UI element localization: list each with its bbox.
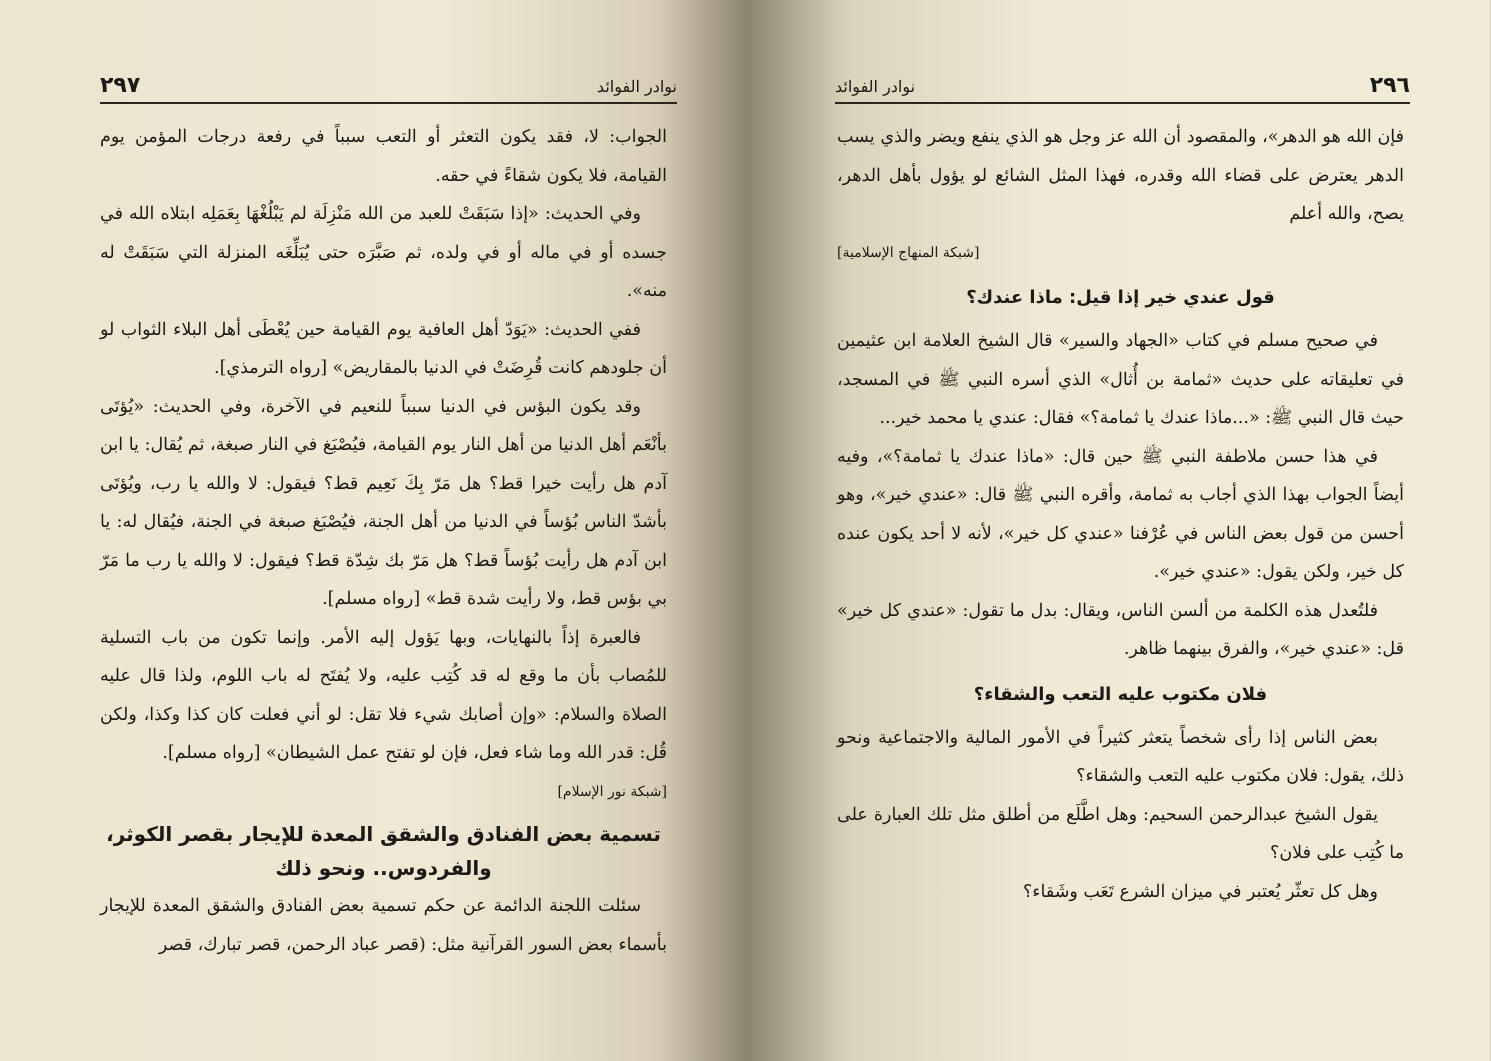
left-page-content — [100, 118, 667, 964]
paragraph: فلتُعدل هذه الكلمة من ألسن الناس، ويقال: بدل ما تقول: «عندي كل خير» قل: «عندي خير»، والفرق بينهما ظاهر. — [837, 600, 1404, 659]
section-heading: قول عندي خير إذا قيل: ماذا عندك؟ — [966, 287, 1275, 308]
paragraph: في هذا حسن ملاطفة النبي ﷺ حين قال: «ماذا عندك يا ثمامة؟»، وفيه أيضاً الجواب بهذا الذي أجاب به ثمامة، وأقره النبي ﷺ قال: «عندي خير»، وهو أحسن من قول بعض الناس في عُرْفنا «عندي كل خير»، لأنه لا أحد يكون عنده كل خير، ولكن يقول: «عندي خير». — [837, 446, 1404, 582]
paragraph: وفي الحديث: «إذا سَبَقَتْ للعبد من الله مَنْزِلَة لم يَبْلُغْهَا بِعَمَلِه ابتلاه الله في جسده أو في ماله أو في ولده، ثم صَبَّرَه حتى يُبَلِّغَه المنزلة التي سَبَقَتْ له منه». — [100, 204, 667, 301]
right-page-content — [837, 118, 1404, 911]
right-page — [745, 0, 1490, 1061]
paragraph: الجواب: لا، فقد يكون التعثر أو التعب سبباً في رفعة درجات المؤمن يوم القيامة، فلا يكون شقاءً في حقه. — [100, 127, 667, 186]
page-number: ٢٩٦ — [1369, 73, 1410, 98]
running-title: نوادر الفوائد — [835, 77, 916, 96]
paragraph: سئلت اللجنة الدائمة عن حكم تسمية بعض الفنادق والشقق المعدة للإيجار بأسماء بعض السور القرآنية مثل: (قصر عباد الرحمن، قصر تبارك، قصر — [100, 896, 667, 955]
right-page-header — [835, 68, 1410, 104]
source-citation: [شبكة نور الإسلام] — [557, 783, 667, 800]
paragraph: وقد يكون البؤس في الدنيا سبباً للنعيم في الآخرة، وفي الحديث: «يُؤتَى بأنْعَم أهل الدنيا من أهل النار يوم القيامة، فيُصْبَغ في النار صبغة، ثم يُقال: يا ابن آدم هل رأيت خيرا قط؟ هل مَرّ بِكَ نَعِيم قط؟ فيقول: لا والله يا رب، ويُؤتَى بأشدّ الناس بُؤساً في الدنيا من أهل الجنة، فيُصْبَغ صبغة في الجنة، فيُقال له: يا ابن آدم هل رأيت بُؤساً قط؟ هل مَرّ بك شِدّة قط؟ فيقول: لا والله يا رب ما مَرّ بي بؤس قط، ولا رأيت شدة قط» [رواه مسلم]. — [100, 396, 667, 609]
page-number: ٢٩٧ — [100, 73, 141, 98]
paragraph: فإن الله هو الدهر»، والمقصود أن الله عز وجل هو الذي ينفع ويضر والذي يسب الدهر يعترض على قضاء الله وقدره، فهذا المثل الشائع لو يؤول بأهل الدهر، يصح، والله أعلم — [837, 127, 1404, 224]
paragraph: ففي الحديث: «يَوَدّ أهل العافية يوم القيامة حين يُعْطَى أهل البلاء الثواب لو أن جلودهم كانت قُرِضَتْ في الدنيا بالمقاريض» [رواه الترمذي]. — [100, 319, 667, 378]
paragraph: يقول الشيخ عبدالرحمن السحيم: وهل اطَّلَع من أطلق مثل تلك العبارة على ما كُتِب على فلان؟ — [837, 804, 1404, 863]
running-title: نوادر الفوائد — [596, 77, 677, 96]
section-heading: تسمية بعض الفنادق والشقق المعدة للإيجار بقصر الكوثر، والفردوس.. ونحو ذلك — [106, 822, 661, 880]
section-heading: فلان مكتوب عليه التعب والشقاء؟ — [973, 683, 1268, 705]
left-page-header — [100, 68, 677, 104]
paragraph: فالعبرة إذاً بالنهايات، وبها يَؤول إليه الأمر. وإنما تكون من باب التسلية للمُصاب بأن ما وقع له قد كُتِب عليه، ولا يُفتَح له باب اللوم، ولذا قال عليه الصلاة والسلام: «وإن أصابك شيء فلا تقل: لو أني فعلت كان كذا وكذا، ولكن قُل: قدر الله وما شاء فعل، فإن لو تفتح عمل الشيطان» [رواه مسلم]. — [100, 627, 667, 763]
source-citation: [شبكة المنهاج الإسلامية] — [837, 244, 980, 261]
left-page — [0, 0, 745, 1061]
paragraph: وهل كل تعثّر يُعتبر في ميزان الشرع تَعَب وشَقاء؟ — [1023, 881, 1378, 902]
paragraph: في صحيح مسلم في كتاب «الجهاد والسير» قال الشيخ العلامة ابن عثيمين في تعليقاته على حديث «ثمامة بن أُثال» الذي أسره النبي ﷺ في المسجد، حيث قال النبي ﷺ: «...ماذا عندك يا ثمامة؟» فقال: عندي يا محمد خير... — [837, 331, 1404, 428]
paragraph: بعض الناس إذا رأى شخصاً يتعثر كثيراً في الأمور المالية والاجتماعية ونحو ذلك، يقول: فلان مكتوب عليه التعب والشقاء؟ — [837, 727, 1404, 786]
